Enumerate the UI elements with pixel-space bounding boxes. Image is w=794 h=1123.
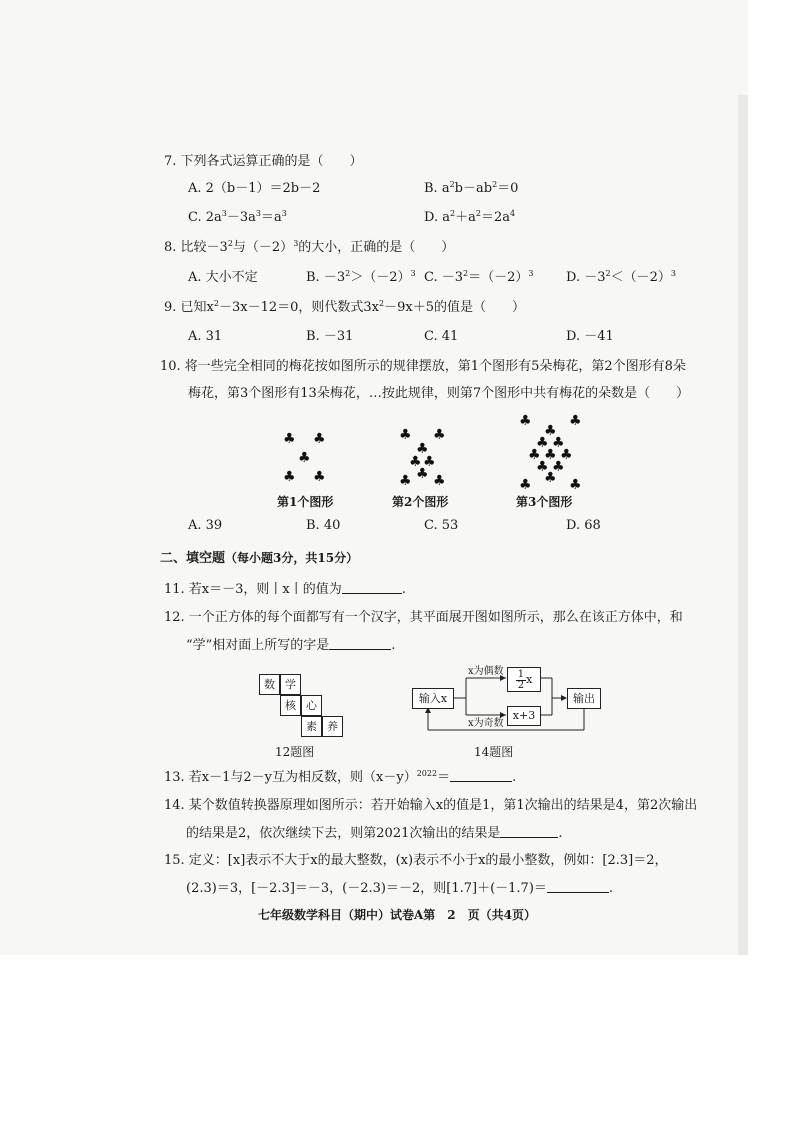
club-icon: ♣ — [409, 454, 422, 470]
club-icon: ♣ — [569, 477, 582, 493]
figure-12-caption: 12题图 — [275, 745, 315, 759]
club-icon: ♣ — [544, 423, 557, 439]
input-box: 输入x — [412, 688, 454, 709]
sheet-shadow-edge — [738, 95, 748, 955]
net-cell: 养 — [322, 716, 343, 737]
q10-option-d: D. 68 — [566, 518, 601, 533]
club-icon: ♣ — [536, 459, 549, 475]
q8-option-a: A. 大小不定 — [188, 270, 258, 285]
odd-branch-label: x为奇数 — [468, 718, 504, 729]
question-10-line-1: 10. 将一些完全相同的梅花按如图所示的规律摆放，第1个图形有5朵梅花，第2个图形有8朵 — [160, 359, 686, 374]
section-2-heading: 二、填空题（每小题3分，共15分） — [160, 551, 359, 566]
club-icon: ♣ — [416, 466, 429, 482]
net-cell: 素 — [301, 716, 322, 737]
fraction-one-half: $\frac{1}{2}$ — [517, 668, 525, 691]
club-icon: ♣ — [283, 469, 296, 485]
q9-option-b: B. －31 — [306, 329, 354, 344]
question-8-stem: 8. 比较$-3^2$与$(-2)^3$的大小，正确的是（ ） — [164, 239, 455, 255]
q10-option-a: A. 39 — [188, 518, 223, 533]
club-icon: ♣ — [519, 477, 532, 493]
answer-blank[interactable] — [500, 825, 558, 838]
even-branch-label: x为偶数 — [468, 666, 504, 677]
figure-3-caption: 第3个图形 — [516, 495, 573, 509]
question-12-line-2: “学”相对面上所写的字是 . — [186, 638, 396, 653]
figure-1-caption: 第1个图形 — [277, 495, 334, 509]
net-cell: 学 — [280, 674, 301, 695]
q7-option-c: C. $2a^3-3a^3=a^3$ — [188, 209, 287, 225]
club-icon: ♣ — [423, 454, 436, 470]
answer-blank[interactable] — [450, 769, 512, 782]
question-10-line-2: 梅花，第3个图形有13朵梅花，…按此规律，则第7个图形中共有梅花的朵数是（ ） — [188, 386, 690, 401]
club-icon: ♣ — [552, 459, 565, 475]
q7-option-b: B. $a^2b-ab^2=0$ — [424, 180, 519, 196]
club-icon: ♣ — [544, 447, 557, 463]
club-icon: ♣ — [519, 413, 532, 429]
q9-option-d: D. －41 — [566, 329, 614, 344]
club-icon: ♣ — [536, 435, 549, 451]
answer-blank[interactable] — [342, 581, 402, 594]
question-13: 13. 若x－1与2－y互为相反数，则$(x-y)^{2022}=$ . — [164, 769, 517, 785]
net-cell: 核 — [280, 695, 301, 716]
answer-blank[interactable] — [329, 637, 391, 650]
answer-blank[interactable] — [547, 880, 609, 893]
q10-option-b: B. 40 — [306, 518, 341, 533]
club-icon: ♣ — [433, 473, 446, 489]
question-14-line-2: 的结果是2，依次继续下去，则第2021次输出的结果是 . — [186, 826, 563, 841]
club-icon: ♣ — [399, 427, 412, 443]
club-icon: ♣ — [552, 435, 565, 451]
question-7-stem: 7. 下列各式运算正确的是（ ） — [164, 154, 363, 169]
output-box: 输出 — [567, 688, 601, 709]
figure-14-caption: 14题图 — [474, 745, 514, 759]
q7-option-a: A. 2（b－1）＝2b－2 — [188, 181, 321, 196]
half-x-box: $\frac{1}{2}$ x — [507, 667, 541, 692]
question-9-stem: 9. 已知$x^2-3x-12=0$，则代数式$3x^2-9x+5$的值是（ ） — [164, 299, 525, 315]
club-icon: ♣ — [298, 450, 311, 466]
club-icon: ♣ — [399, 473, 412, 489]
net-cell: 数 — [259, 674, 280, 695]
figure-2-caption: 第2个图形 — [392, 495, 449, 509]
q9-option-a: A. 31 — [188, 329, 223, 344]
q8-option-d: D. $-3^2<(-2)^3$ — [566, 269, 676, 285]
q7-option-d: D. $a^2+a^2=2a^4$ — [424, 209, 516, 225]
club-icon: ♣ — [560, 447, 573, 463]
q8-option-c: C. $-3^2=(-2)^3$ — [424, 269, 534, 285]
plus-three-box: x+3 — [507, 706, 541, 726]
q9-option-c: C. 41 — [424, 329, 459, 344]
club-icon: ♣ — [544, 470, 557, 486]
club-icon: ♣ — [283, 431, 296, 447]
club-icon: ♣ — [433, 427, 446, 443]
net-cell: 心 — [301, 695, 322, 716]
question-15-line-2: (2.3)＝3，[－2.3]＝－3，(－2.3)＝－2，则[1.7]＋(－1.7)＝ . — [186, 881, 614, 896]
club-icon: ♣ — [313, 431, 326, 447]
q8-option-b: B. $-3^2>(-2)^3$ — [306, 269, 416, 285]
club-icon: ♣ — [528, 447, 541, 463]
club-icon: ♣ — [416, 441, 429, 457]
question-12-line-1: 12. 一个正方体的每个面都写有一个汉字，其平面展开图如图所示，那么在该正方体中，和 — [164, 610, 683, 625]
q10-option-c: C. 53 — [424, 518, 459, 533]
question-11: 11. 若x＝－3，则丨x丨的值为 . — [164, 582, 406, 597]
club-icon: ♣ — [569, 413, 582, 429]
club-icon: ♣ — [313, 469, 326, 485]
question-15-line-1: 15. 定义：[x]表示不大于x的最大整数，(x)表示不小于x的最小整数，例如：[2.3]＝2， — [164, 853, 668, 868]
page-footer: 七年级数学科目（期中）试卷A第 2 页（共4页） — [258, 908, 537, 922]
question-14-line-1: 14. 某个数值转换器原理如图所示：若开始输入x的值是1，第1次输出的结果是4，第2次输出 — [164, 798, 698, 813]
